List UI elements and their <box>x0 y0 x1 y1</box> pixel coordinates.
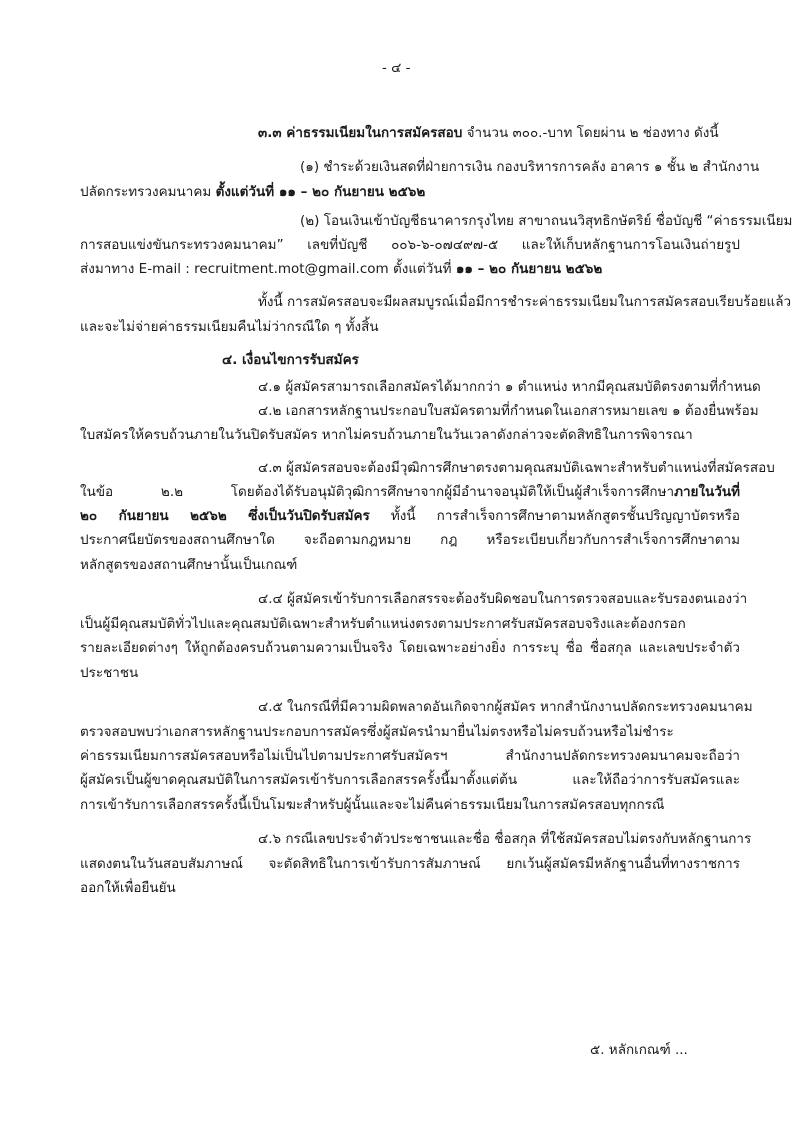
condition-4-3-line4: ประกาศนียบัตรของสถานศึกษาใด จะถือตามกฎหมาย กฎ หรือระเบียบเกี่ยวกับการสำเร็จการศึกษาตาม <box>80 532 740 548</box>
condition-4-3-deadline-date: ๒๐ กันยายน ๒๕๖๒ ซึ่งเป็นวันปิดรับสมัคร <box>80 508 370 524</box>
fee-heading-title: ๓.๓ ค่าธรรมเนียมในการสมัครสอบ <box>258 125 463 141</box>
condition-4-5-line3: ค่าธรรมเนียมการสมัครสอบหรือไม่เป็นไปตามประกาศรับสมัครฯ สำนักงานปลัดกระทรวงคมนาคมจะถือว่า <box>80 748 740 764</box>
fee-item2-line1: (๒) โอนเงินเข้าบัญชีธนาคารกรุงไทย สาขาถนนวิสุทธิกษัตริย์ ชื่อบัญชี “ค่าธรรมเนียม <box>300 213 793 229</box>
condition-4-3-line1: ๔.๓ ผู้สมัครสอบจะต้องมีวุฒิการศึกษาตรงตามคุณสมบัติเฉพาะสำหรับตำแหน่งที่สมัครสอบ <box>258 460 775 476</box>
condition-4-6-line3: ออกให้เพื่อยืนยัน <box>80 880 176 896</box>
condition-4-6-line2: แสดงตนในวันสอบสัมภาษณ์ จะตัดสิทธิในการเข้ารับการสัมภาษณ์ ยกเว้นผู้สมัครมีหลักฐานอื่นที่ทางราชการ <box>80 856 740 872</box>
condition-4-5-line2: ตรวจสอบพบว่าเอกสารหลักฐานประกอบการสมัครซึ่งผู้สมัครนำมายื่นไม่ตรงหรือไม่ครบถ้วนหรือไม่ชำระ <box>80 724 674 740</box>
condition-4-4-line3: รายละเอียดต่างๆ ให้ถูกต้องครบถ้วนตามความเป็นจริง โดยเฉพาะอย่างยิ่ง การระบุ ชื่อ ชื่อสกุล และเลขประจำตัว <box>80 640 740 656</box>
fee-item1-date: ตั้งแต่วันที่ ๑๑ – ๒๐ กันยายน ๒๕๖๒ <box>215 184 426 200</box>
condition-4-3-deadline-start: ภายในวันที่ <box>674 484 740 500</box>
page-number: - ๔ - <box>382 60 411 76</box>
fee-note-line2: และจะไม่จ่ายค่าธรรมเนียมคืนไม่ว่ากรณีใด ๆ ทั้งสิ้น <box>80 319 379 335</box>
fee-heading <box>258 123 719 143</box>
fee-item1-line1: (๑) ชำระด้วยเงินสดที่ฝ่ายการเงิน กองบริหารการคลัง อาคาร ๑ ชั้น ๒ สำนักงาน <box>300 159 760 175</box>
condition-4-5-line4: ผู้สมัครเป็นผู้ขาดคุณสมบัติในการสมัครเข้ารับการเลือกสรรครั้งนี้มาตั้งแต่ต้น และให้ถือว่าการรับสมัครและ <box>80 772 740 788</box>
next-page-indicator: ๕. หลักเกณฑ์ ... <box>590 1042 688 1058</box>
fee-heading-detail: จำนวน ๓๐๐.-บาท โดยผ่าน ๒ ช่องทาง ดังนี้ <box>462 125 719 141</box>
condition-4-6-line1: ๔.๖ กรณีเลขประจำตัวประชาชนและชื่อ ชื่อสกุล ที่ใช้สมัครสอบไม่ตรงกับหลักฐานการ <box>258 831 752 847</box>
condition-4-2-line1: ๔.๒ เอกสารหลักฐานประกอบใบสมัครตามที่กำหนดในเอกสารหมายเลข ๑ ต้องยื่นพร้อม <box>258 403 759 419</box>
condition-4-3-approval: ในข้อ ๒.๒ โดยต้องได้รับอนุมัติวุฒิการศึกษาจากผู้มีอำนาจอนุมัติให้เป็นผู้สำเร็จการศึกษา <box>80 484 675 500</box>
fee-item2-email: ส่งมาทาง E-mail : recruitment.mot@gmail.com ตั้งแต่วันที่ <box>80 261 456 277</box>
condition-4-4-line4: ประชาชน <box>80 665 139 681</box>
fee-item1-line2 <box>80 182 425 202</box>
fee-item2-line3 <box>80 259 602 279</box>
condition-4-2-line2: ใบสมัครให้ครบถ้วนภายในวันปิดรับสมัคร หากไม่ครบถ้วนภายในวันเวลาดังกล่าวจะตัดสิทธิในการพิจารณา <box>80 427 693 443</box>
fee-item1-office: ปลัดกระทรวงคมนาคม <box>80 184 216 200</box>
condition-4-3-degree: ทั้งนี้ การสำเร็จการศึกษาตามหลักสูตรชั้นปริญญาบัตรหรือ <box>369 508 740 524</box>
condition-4-3-line5: หลักสูตรของสถานศึกษานั้นเป็นเกณฑ์ <box>80 557 298 573</box>
fee-note-line1: ทั้งนี้ การสมัครสอบจะมีผลสมบูรณ์เมื่อมีการชำระค่าธรรมเนียมในการสมัครสอบเรียบร้อยแล้ว <box>258 294 792 310</box>
fee-item2-line2: การสอบแข่งขันกระทรวงคมนาคม” เลขที่บัญชี ๐๐๖-๖-๐๗๔๙๗-๕ และให้เก็บหลักฐานการโอนเงินถ่ายรูป <box>80 237 740 253</box>
condition-4-5-line1: ๔.๕ ในกรณีที่มีความผิดพลาดอันเกิดจากผู้สมัคร หากสำนักงานปลัดกระทรวงคมนาคม <box>258 699 753 715</box>
fee-item2-date: ๑๑ – ๒๐ กันยายน ๒๕๖๒ <box>455 261 603 277</box>
condition-4-3-line3 <box>80 506 740 526</box>
condition-4-3-line2 <box>80 482 740 502</box>
conditions-heading: ๔. เงื่อนไขการรับสมัคร <box>222 352 359 368</box>
condition-4-4-line1: ๔.๔ ผู้สมัครเข้ารับการเลือกสรรจะต้องรับผิดชอบในการตรวจสอบและรับรองตนเองว่า <box>258 591 748 607</box>
condition-4-4-line2: เป็นผู้มีคุณสมบัติทั่วไปและคุณสมบัติเฉพาะสำหรับตำแหน่งตรงตามประกาศรับสมัครสอบจริงและต้องกรอก <box>80 616 686 632</box>
condition-4-1: ๔.๑ ผู้สมัครสามารถเลือกสมัครได้มากกว่า ๑ ตำแหน่ง หากมีคุณสมบัติตรงตามที่กำหนด <box>258 379 761 395</box>
condition-4-5-line5: การเข้ารับการเลือกสรรครั้งนี้เป็นโมฆะสำหรับผู้นั้นและจะไม่คืนค่าธรรมเนียมในการสมัครสอบทุกกรณี <box>80 797 665 813</box>
